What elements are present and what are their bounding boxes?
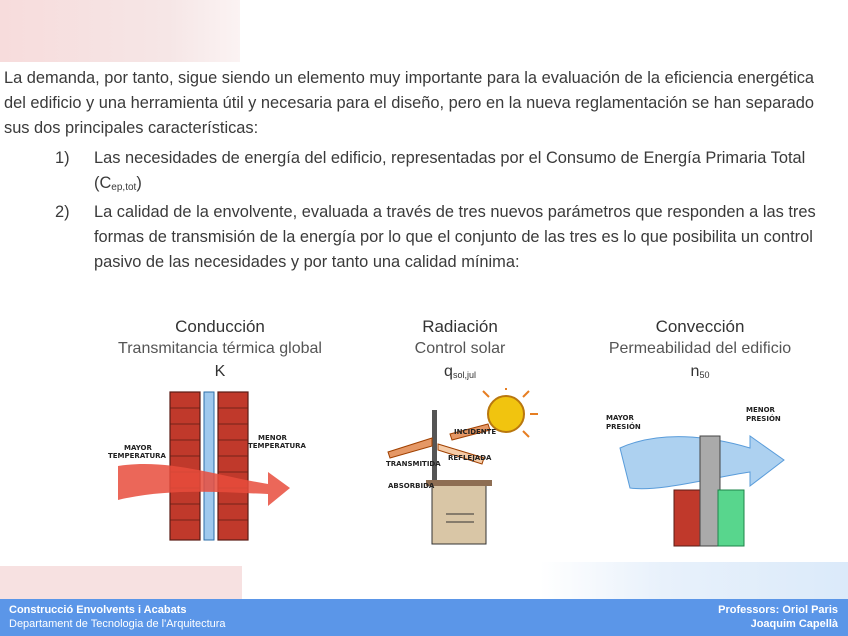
list-subscript: ep,tot <box>111 182 137 193</box>
radiacion-illustration <box>380 388 540 548</box>
footer-left <box>9 603 226 631</box>
green-panel <box>718 490 744 546</box>
roof-slab <box>426 480 492 486</box>
hand-label: INCIDENTE <box>454 428 497 436</box>
list-item <box>55 146 830 200</box>
symbol-subscript: sol,jul <box>452 370 476 380</box>
list-text: Las necesidades de energía del edificio, representadas por el Consumo de Energía Primaria Total (C <box>94 149 806 192</box>
brick-wall-left <box>170 392 200 540</box>
background-decoration <box>0 0 240 62</box>
professor-name: Joaquim Capellà <box>750 618 838 630</box>
column-title: Conducción <box>175 317 265 336</box>
insulation-layer <box>204 392 214 540</box>
brick-wall-right <box>218 392 248 540</box>
conduccion-illustration <box>108 388 330 558</box>
footer-bar <box>0 599 848 636</box>
numbered-list <box>55 146 830 275</box>
hand-label: PRESIÓN <box>746 415 781 423</box>
transmitted-ray <box>388 438 432 458</box>
column-conduccion <box>75 316 365 384</box>
hand-label: MENOR <box>746 406 775 414</box>
symbol-subscript: 50 <box>699 370 710 380</box>
conveccion-illustration <box>600 396 812 548</box>
hand-label: ABSORBIDA <box>388 482 435 490</box>
intro-paragraph <box>4 66 834 141</box>
sun-icon <box>488 396 524 432</box>
hand-label: MAYOR <box>606 414 634 422</box>
list-number: 2) <box>55 203 70 221</box>
column-subtitle: Transmitancia térmica global <box>118 340 322 357</box>
column-subtitle: Control solar <box>414 340 506 357</box>
symbol-text: q <box>444 363 453 380</box>
column-symbol <box>380 360 540 387</box>
department-name: Departament de Tecnologia de l'Arquitectura <box>9 618 226 630</box>
hand-label: TEMPERATURA <box>248 442 306 450</box>
column-title: Convección <box>655 317 745 336</box>
column-symbol <box>585 360 815 387</box>
professors-line: Professors: Oriol Paris <box>718 604 838 616</box>
symbol-text: K <box>214 363 226 380</box>
hand-label: PRESIÓN <box>606 423 641 431</box>
hand-label: TRANSMITIDA <box>386 460 441 468</box>
column-symbol <box>75 360 365 384</box>
background-decoration <box>540 562 848 599</box>
list-item <box>55 200 830 275</box>
course-name: Construcció Envolvents i Acabats <box>9 604 187 616</box>
list-text-end: ) <box>136 174 142 192</box>
list-text: La calidad de la envolvente, evaluada a través de tres nuevos parámetros que responden a las tres formas de transmisión de la energía por lo que el conjunto de las tres es lo que posibilita un control pasivo de las necesidades y por tanto una calidad mínima: <box>94 203 816 271</box>
column-title: Radiación <box>422 317 498 336</box>
background-decoration <box>0 566 242 599</box>
list-number: 1) <box>55 149 70 167</box>
hand-label: REFLEJADA <box>448 454 492 462</box>
column-subtitle: Permeabilidad del edificio <box>608 340 792 357</box>
window-frame <box>700 436 720 546</box>
column-conveccion <box>585 316 815 387</box>
symbol-text: n <box>690 363 700 380</box>
footer-right <box>718 603 838 631</box>
hand-label: MENOR <box>258 434 287 442</box>
hand-label: TEMPERATURA <box>108 452 166 460</box>
hand-label: MAYOR <box>124 444 152 452</box>
column-radiacion <box>380 316 540 387</box>
intro-text: La demanda, por tanto, sigue siendo un elemento muy importante para la evaluación de la eficiencia energética del edificio y una herramienta útil y necesaria para el diseño, pero en la nueva reglamentación se han separado sus dos principales características: <box>4 69 815 137</box>
